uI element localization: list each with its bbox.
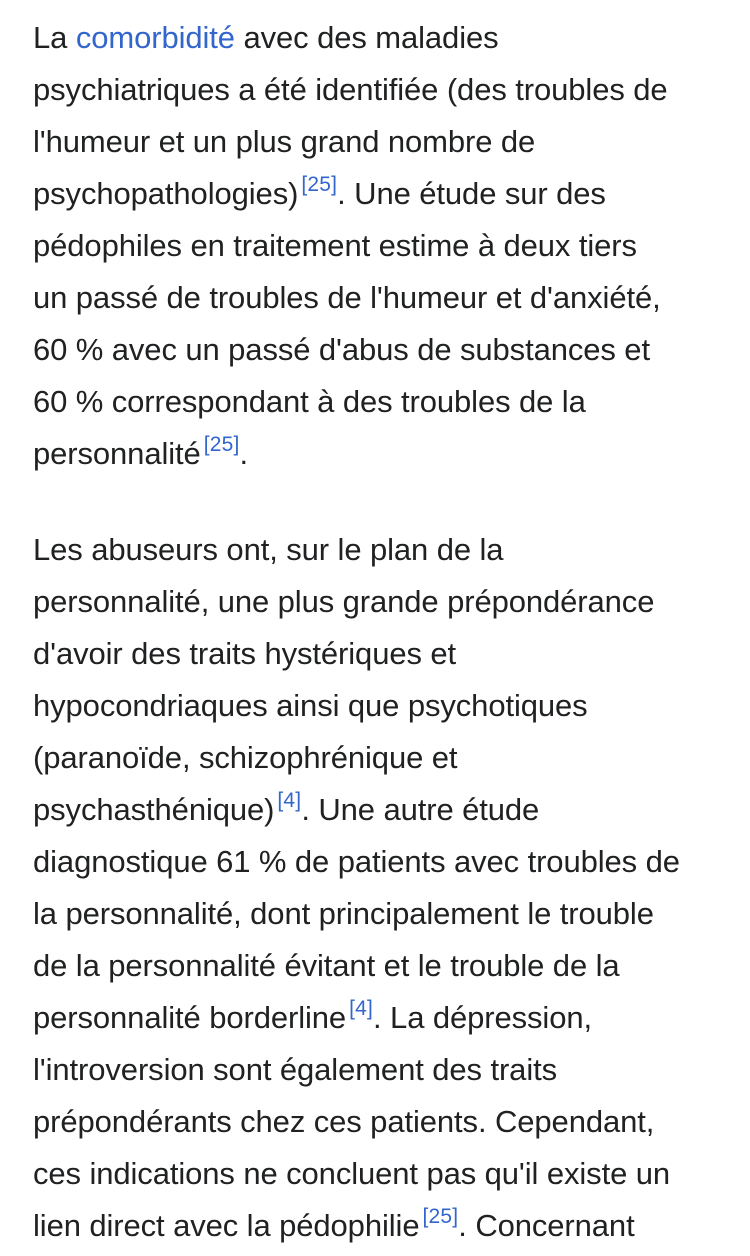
text-line: hypocondriaques ainsi que psychotiques	[33, 688, 588, 723]
paragraph-personality	[33, 524, 723, 1252]
text-line: Les abuseurs ont, sur le plan de la	[33, 532, 504, 567]
reference-link-25[interactable]: [25]	[203, 433, 240, 456]
text-line: l'humeur et un plus grand nombre de	[33, 124, 536, 159]
text-line: diagnostique 61 % de patients avec troubles de	[33, 844, 680, 879]
reference-link-4[interactable]: [4]	[349, 997, 374, 1020]
text-line: pédophiles en traitement estime à deux tiers	[33, 228, 637, 263]
text-line: un passé de troubles de l'humeur et d'anxiété,	[33, 280, 661, 315]
text-line: (paranoïde, schizophrénique et	[33, 740, 458, 775]
text-line: psychopathologies) [25]. Une étude sur des	[33, 173, 606, 211]
text-line: lien direct avec la pédophilie [25]. Concernant	[33, 1205, 635, 1243]
text-line: personnalité [25].	[33, 433, 249, 471]
text-line: prépondérants chez ces patients. Cependant,	[33, 1104, 655, 1139]
text-line: la personnalité, dont principalement le trouble	[33, 896, 654, 931]
text-line: personnalité, une plus grande prépondérance	[33, 584, 655, 619]
article-body	[33, 12, 723, 1252]
text-line: ces indications ne concluent pas qu'il existe un	[33, 1156, 671, 1191]
text-line: personnalité borderline [4]. La dépression,	[33, 997, 593, 1035]
text-line: l'introversion sont également des traits	[33, 1052, 558, 1087]
text-line: 60 % correspondant à des troubles de la	[33, 384, 586, 419]
reference-link-4[interactable]: [4]	[277, 789, 302, 812]
comorbidite-link[interactable]: comorbidité	[75, 20, 235, 55]
paragraph-comorbidity	[33, 12, 723, 480]
text-line: d'avoir des traits hystériques et	[33, 636, 457, 671]
reference-link-25[interactable]: [25]	[301, 173, 338, 196]
text-line: 60 % avec un passé d'abus de substances et	[33, 332, 650, 367]
text-line: psychiatriques a été identifiée (des troubles de	[33, 72, 668, 107]
reference-link-25[interactable]: [25]	[422, 1205, 459, 1228]
text-line: La comorbidité avec des maladies	[33, 20, 499, 55]
text-line: psychasthénique) [4]. Une autre étude	[33, 789, 540, 827]
text-line: de la personnalité évitant et le trouble de la	[33, 948, 620, 983]
paragraph-spacer	[33, 480, 723, 524]
